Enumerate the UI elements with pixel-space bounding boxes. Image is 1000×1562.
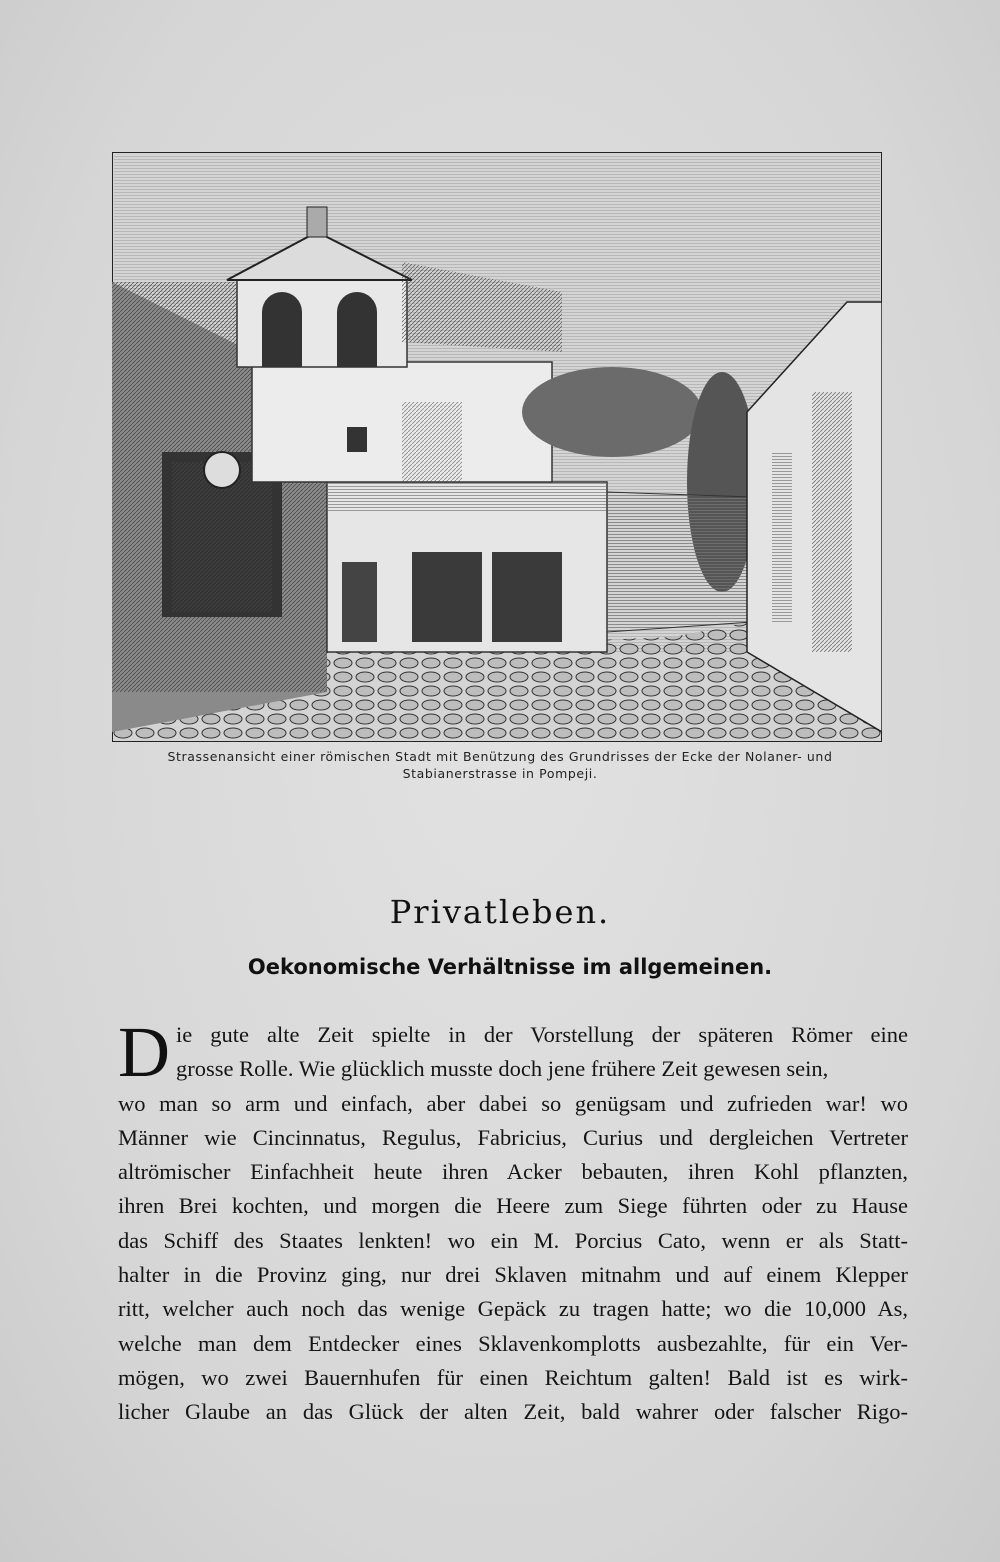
caption-line-1: Strassenansicht einer römischen Stadt mit Benützung des Grundrisses der Ecke der Nolaner- und bbox=[167, 749, 833, 764]
paragraph-line: ihren Brei kochten, und morgen die Heere zum Siege führten oder zu Hause bbox=[118, 1193, 908, 1219]
caption-line-2: Stabianerstrasse in Pompeji. bbox=[402, 766, 598, 781]
paragraph-line: ritt, welcher auch noch das wenige Gepäck zu tragen hatte; wo die 10,000 As, bbox=[118, 1296, 908, 1322]
paragraph-line: licher Glaube an das Glück der alten Zeit, bald wahrer oder falscher Rigo- bbox=[118, 1399, 908, 1425]
paragraph-line: welche man dem Entdecker eines Sklavenkomplotts ausbezahlte, für ein Ver- bbox=[118, 1330, 908, 1356]
paragraph-line: altrömischer Einfachheit heute ihren Acker bebauten, ihren Kohl pflanzten, bbox=[118, 1159, 908, 1185]
section-subtitle: Oekonomische Verhältnisse im allgemeinen. bbox=[247, 955, 773, 979]
paragraph-line: halter in die Provinz ging, nur drei Sklaven mitnahm und auf einem Klepper bbox=[118, 1262, 908, 1288]
drop-cap: D bbox=[118, 1012, 170, 1092]
engraving-illustration bbox=[112, 152, 882, 742]
section-title: Privatleben. bbox=[389, 893, 611, 931]
body-paragraph bbox=[118, 1012, 908, 1430]
paragraph-line: ie gute alte Zeit spielte in der Vorstellung der späteren Römer eine bbox=[176, 1022, 908, 1047]
paragraph-line: Männer wie Cincinnatus, Regulus, Fabricius, Curius und dergleichen Vertreter bbox=[118, 1124, 908, 1150]
engraving-roman-street-icon bbox=[112, 152, 882, 742]
paragraph-line: mögen, wo zwei Bauernhufen für einen Reichtum galten! Bald ist es wirk- bbox=[118, 1364, 908, 1390]
figure-caption bbox=[120, 748, 880, 782]
paragraph-line: wo man so arm und einfach, aber dabei so genügsam und zufrieden war! wo bbox=[118, 1090, 908, 1116]
paragraph-line: das Schiff des Staates lenkten! wo ein M. Porcius Cato, wenn er als Statt- bbox=[118, 1227, 908, 1253]
paragraph-line: grosse Rolle. Wie glücklich musste doch jene frühere Zeit gewesen sein, bbox=[176, 1056, 829, 1082]
